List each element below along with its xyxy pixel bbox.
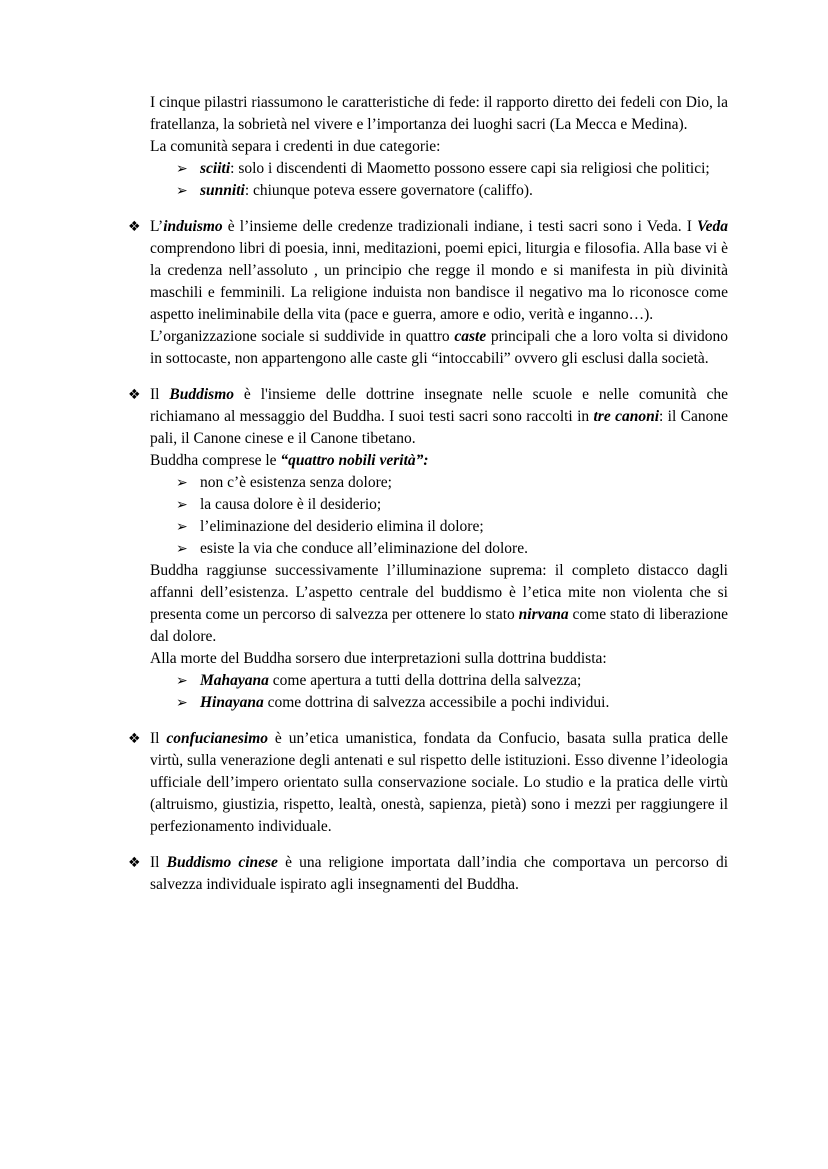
emphasized-text: Buddismo cinese [166, 854, 278, 871]
emphasized-text: Hinayana [200, 694, 264, 711]
emphasized-text: Buddismo [169, 386, 234, 403]
sub-bullet-item [128, 692, 728, 714]
text-run: I cinque pilastri riassumono le caratteristiche di fede: il rapporto diretto dei fedeli con Dio, la fratellanza, la sobrietà nel vivere e l’importanza dei luoghi sacri (La Mecca e Medina). [150, 94, 728, 133]
text-run: come dottrina di salvezza accessibile a pochi individui. [263, 694, 610, 711]
paragraph [128, 560, 728, 648]
bullet-item [128, 384, 728, 450]
diamond-bullet-icon: ❖ [128, 855, 141, 871]
text-run: principali che a loro volta si dividono in sottocaste, non appartengono alle caste gli “intoccabili” ovvero gli esclusi dalla società. [150, 328, 728, 367]
text-run: Buddha comprese le [150, 452, 281, 469]
sub-bullet-item [128, 180, 728, 202]
sub-bullet-item [128, 516, 728, 538]
arrow-bullet-icon: ➢ [176, 695, 188, 711]
text-run: la causa dolore è il desiderio; [200, 496, 382, 513]
text-run: è una religione importata dall’india che comportava un percorso di salvezza individuale ispirato agli insegnamenti del Buddha. [150, 854, 729, 893]
arrow-bullet-icon: ➢ [176, 475, 188, 491]
emphasized-text: nirvana [518, 606, 569, 623]
text-run: come stato di liberazione dal dolore. [150, 606, 728, 645]
text-run: Il [150, 386, 170, 403]
text-run: Il [150, 730, 167, 747]
bullet-item [128, 852, 728, 896]
emphasized-text: confucianesimo [166, 730, 269, 747]
emphasized-text: sciiti [200, 160, 231, 177]
emphasized-text: tre canoni [593, 408, 659, 425]
emphasized-text: induismo [163, 218, 223, 235]
text-run: come apertura a tutti della dottrina della salvezza; [268, 672, 582, 689]
text-run: è l’insieme delle credenze tradizionali indiane, i testi sacri sono i Veda. I [222, 218, 697, 235]
text-run: è l'insieme delle dottrine insegnate nelle scuole e nelle comunità che richiamano al messaggio del Buddha. I suoi testi sacri sono raccolti in [150, 386, 729, 425]
diamond-bullet-icon: ❖ [128, 219, 141, 235]
bullet-item [128, 728, 728, 838]
text-run: comprendono libri di poesia, inni, meditazioni, poemi epici, liturgia e filosofia. Alla base vi è la credenza nell’assoluto , un principio che regge il mondo e si manifesta in più divinità maschili e femminili. La religione induista non bandisce il negativo ma lo riconosce come aspetto ineliminabile della vita (pace e guerra, amore e odio, verità e inganno…). [150, 240, 728, 323]
emphasized-text: sunniti [200, 182, 245, 199]
text-run: non c’è esistenza senza dolore; [200, 474, 392, 491]
text-run: : il Canone pali, il Canone cinese e il Canone tibetano. [150, 408, 728, 447]
text-run: : solo i discendenti di Maometto possono essere capi sia religiosi che politici; [230, 160, 710, 177]
arrow-bullet-icon: ➢ [176, 519, 188, 535]
arrow-bullet-icon: ➢ [176, 541, 188, 557]
sub-bullet-item [128, 670, 728, 692]
paragraph [128, 92, 728, 136]
emphasized-text: “quattro nobili verità”: [280, 452, 429, 469]
diamond-bullet-icon: ❖ [128, 731, 141, 747]
text-run: L’ [150, 218, 164, 235]
paragraph [128, 648, 728, 670]
sub-bullet-item [128, 158, 728, 180]
diamond-bullet-icon: ❖ [128, 387, 141, 403]
sub-bullet-item [128, 472, 728, 494]
paragraph [128, 450, 728, 472]
sub-bullet-item [128, 494, 728, 516]
arrow-bullet-icon: ➢ [176, 161, 188, 177]
paragraph [128, 326, 728, 370]
paragraph [128, 136, 728, 158]
arrow-bullet-icon: ➢ [176, 183, 188, 199]
text-run: Il [150, 854, 167, 871]
document-body [128, 92, 728, 896]
arrow-bullet-icon: ➢ [176, 673, 188, 689]
text-run: : chiunque poteva essere governatore (califfo). [244, 182, 533, 199]
emphasized-text: Veda [697, 218, 728, 235]
emphasized-text: Mahayana [200, 672, 269, 689]
text-run: esiste la via che conduce all’eliminazione del dolore. [200, 540, 528, 557]
text-run: Buddha raggiunse successivamente l’illuminazione suprema: il completo distacco dagli affanni dell’esistenza. L’aspetto centrale del buddismo è l’etica mite non violenta che si presenta come un percorso di salvezza per ottenere lo stato [150, 562, 728, 623]
arrow-bullet-icon: ➢ [176, 497, 188, 513]
sub-bullet-item [128, 538, 728, 560]
emphasized-text: caste [454, 328, 487, 345]
text-run: Alla morte del Buddha sorsero due interpretazioni sulla dottrina buddista: [150, 650, 607, 667]
text-run: l’eliminazione del desiderio elimina il dolore; [200, 518, 484, 535]
text-run: La comunità separa i credenti in due categorie: [150, 138, 441, 155]
bullet-item [128, 216, 728, 326]
text-run: è un’etica umanistica, fondata da Confucio, basata sulla pratica delle virtù, sulla venerazione degli antenati e sul rispetto delle istituzioni. Esso divenne l’ideologia ufficiale dell’impero orientato sulla conservazione sociale. Lo studio e la pratica delle virtù (altruismo, giustizia, rispetto, lealtà, onestà, sapienza, pietà) sono i mezzi per raggiungere il perfezionamento individuale. [150, 730, 728, 835]
text-run: L’organizzazione sociale si suddivide in quattro [150, 328, 455, 345]
